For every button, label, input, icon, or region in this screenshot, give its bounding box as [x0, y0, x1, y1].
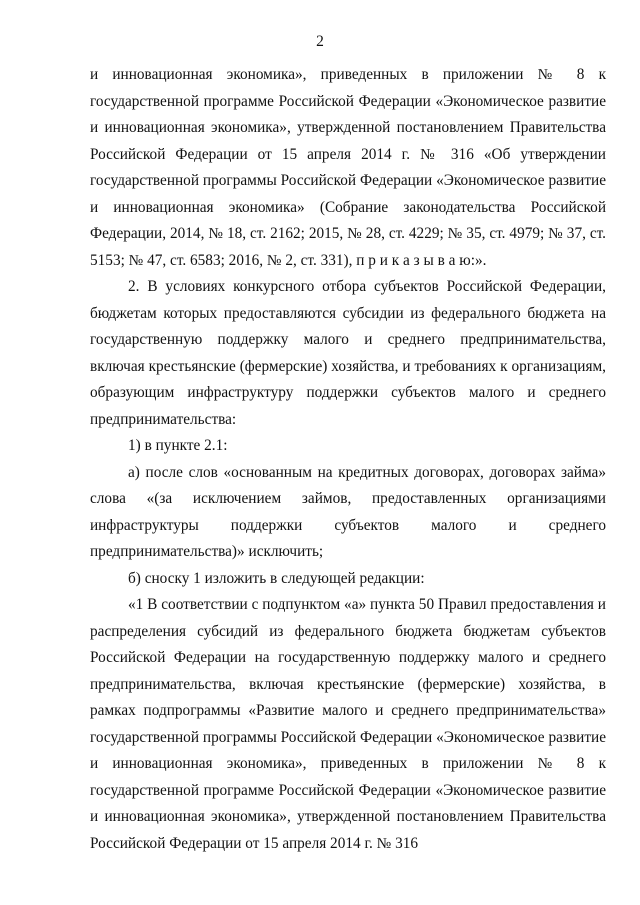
paragraph-subitem-1: 1) в пункте 2.1:	[128, 437, 228, 454]
paragraph-continuation: и инновационная экономика», приведенных в приложении № 8 к государственной программе Российской Федерации «Экономическое развитие и инновационная экономика», утвержденной постановлением Правительства Российской Федерации от 15 апреля 2014 г. № 316 «Об утверждении государственной программы Российской Федерации «Экономическое развитие и инновационная экономика» (Собрание законодательства Российской Федерации, 2014, № 18, ст. 2162; 2015, № 28, ст. 4229; № 35, ст. 4979; № 37, ст. 5153; № 47, ст. 6583; 2016, № 2, ст. 331), п р и к а з ы в а ю:».	[90, 66, 606, 269]
paragraph-subitem-a: а) после слов «основанным на кредитных договорах, договорах займа» слова «(за исключением займов, предоставленных организациями инфраструктуры поддержки субъектов малого и среднего предпринимательства)» исключить;	[90, 463, 606, 560]
paragraph-subitem-b: б) сноску 1 изложить в следующей редакции:	[128, 569, 425, 587]
paragraph-footnote-text: «1 В соответствии с подпунктом «а» пункта 50 Правил предоставления и распределения субсидий из федерального бюджета бюджетам субъектов Российской Федерации на государственную поддержку малого и среднего предпринимательства, включая крестьянские (фермерские) хозяйства, в рамках подпрограммы «Развитие малого и среднего предпринимательства» государственной программы Российской Федерации «Экономическое развитие и инновационная экономика», приведенных в приложении № 8 к государственной программе Российской Федерации «Экономическое развитие и инновационная экономика», утвержденной постановлением Правительства Российской Федерации от 15 апреля 2014 г. № 316	[90, 596, 606, 852]
document-body	[90, 62, 606, 857]
page-number: 2	[316, 33, 324, 50]
paragraph-item-2: 2. В условиях конкурсного отбора субъектов Российской Федерации, бюджетам которых предоставляются субсидии из федерального бюджета на государственную поддержку малого и среднего предпринимательства, включая крестьянские (фермерские) хозяйства, и требованиях к организациям, образующим инфраструктуру поддержки субъектов малого и среднего предпринимательства:	[90, 278, 606, 428]
